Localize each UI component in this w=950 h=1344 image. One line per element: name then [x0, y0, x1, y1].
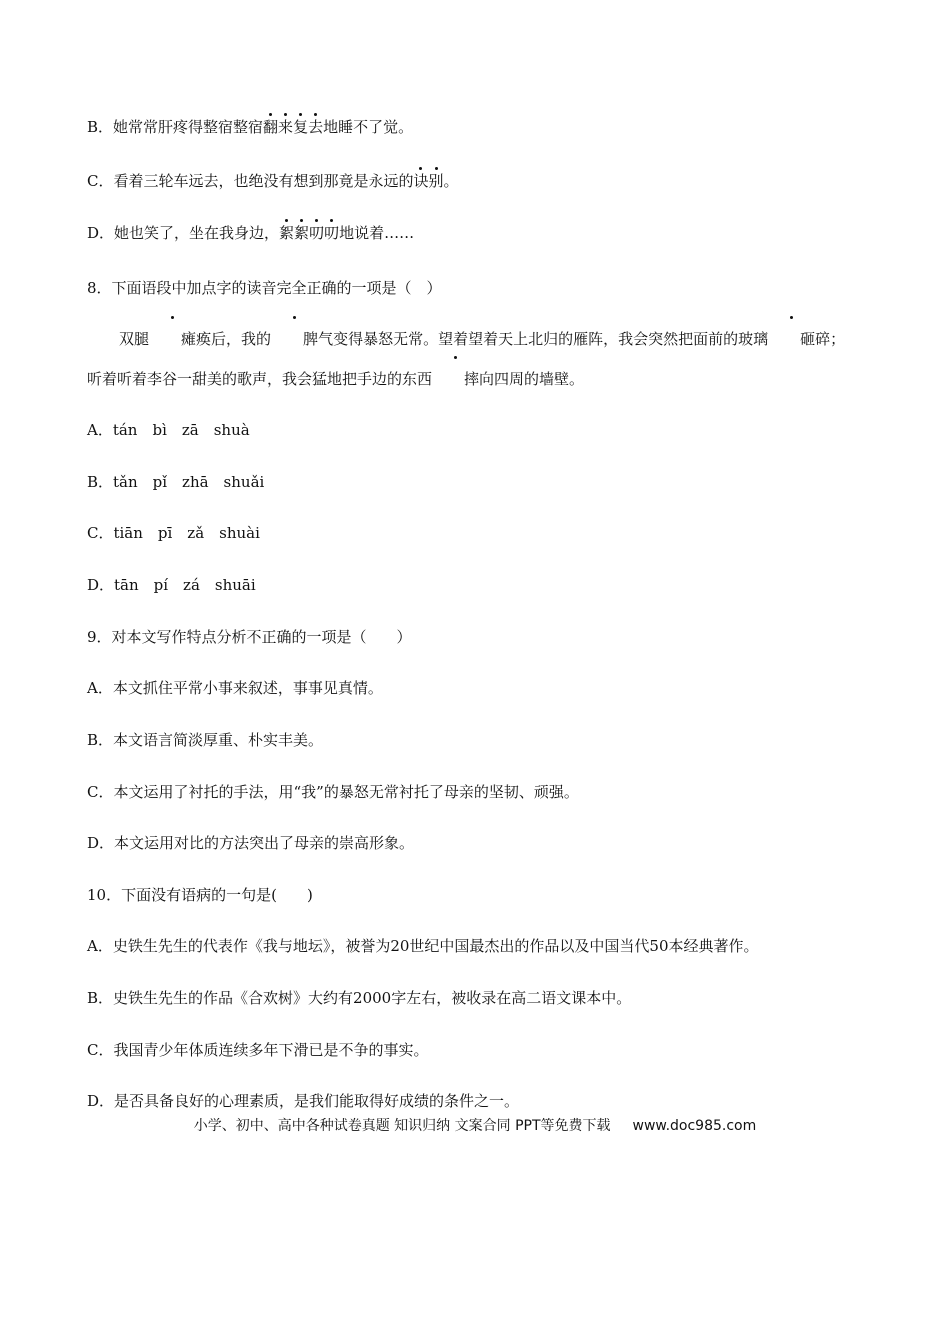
q9-option-b: B．本文语言简淡厚重、朴实丰美。 [87, 731, 324, 749]
q8-option-a: A．tán bì zā shuà [87, 421, 250, 439]
footer-text: 小学、初中、高中各种试卷真题 知识归纳 文案合同 PPT等免费下载 [193, 1118, 611, 1134]
emphasis-char: 翻 [263, 118, 279, 136]
q10-option-c: C．我国青少年体质连续多年下滑已是不争的事实。 [87, 1041, 429, 1059]
q8-option-d: D．tān pí zá shuāi [87, 576, 256, 594]
q9-stem: 9．对本文写作特点分析不正确的一项是（ ） [87, 628, 412, 646]
emphasis-char: 去 [308, 118, 324, 136]
q8-passage: 双腿 瘫痪后，我的 脾气变得暴怒无常。望着望着天上北归的雁阵，我会突然把面前的玻璃 砸碎；听着听着李谷一甜美的歌声，我会猛地把手边的东西 摔向四周的墙壁。 [87, 319, 859, 399]
q10-stem: 10．下面没有语病的一句是( ) [87, 886, 313, 904]
emphasis-char: 别 [428, 172, 444, 190]
emphasis-char: 絮 [279, 224, 295, 242]
emphasis-char: 脾 [271, 319, 318, 359]
emphasis-char: 叨 [324, 224, 340, 242]
emphasis-char: 瘫 [149, 319, 196, 359]
emphasis-char: 复 [293, 118, 309, 136]
q8-option-c: C．tiān pī zǎ shuài [87, 524, 260, 542]
emphasis-char: 诀 [413, 172, 429, 190]
q10-option-a: A．史铁生先生的代表作《我与地坛》，被誉为20世纪中国最杰出的作品以及中国当代50本经典著作。 [87, 937, 759, 955]
footer-url[interactable]: www.doc985.com [632, 1118, 757, 1134]
q9-option-d: D．本文运用对比的方法突出了母亲的崇高形象。 [87, 834, 415, 852]
emphasis-char: 来 [278, 118, 294, 136]
q8-option-b: B．tǎn pǐ zhā shuǎi [87, 473, 265, 491]
q7-option-d: D．她也笑了，坐在我身边，絮絮叨叨地说着…… [87, 224, 415, 242]
q10-option-b: B．史铁生先生的作品《合欢树》大约有2000字左右，被收录在高二语文课本中。 [87, 989, 632, 1007]
q10-option-d: D．是否具备良好的心理素质，是我们能取得好成绩的条件之一。 [87, 1092, 520, 1110]
emphasis-char: 叨 [309, 224, 325, 242]
emphasis-char: 砸 [768, 319, 815, 359]
q9-option-c: C．本文运用了衬托的手法，用“我”的暴怒无常衬托了母亲的坚韧、顽强。 [87, 783, 579, 801]
emphasis-char: 摔 [432, 359, 479, 399]
emphasis-char: 絮 [294, 224, 310, 242]
page-footer [0, 1116, 950, 1136]
q9-option-a: A．本文抓住平常小事来叙述，事事见真情。 [87, 679, 383, 697]
q7-option-c: C．看着三轮车远去，也绝没有想到那竟是永远的诀别。 [87, 172, 459, 190]
q7-option-b: B．她常常肝疼得整宿整宿翻来复去地睡不了觉。 [87, 118, 414, 136]
q8-stem: 8．下面语段中加点字的读音完全正确的一项是（ ） [87, 279, 442, 297]
